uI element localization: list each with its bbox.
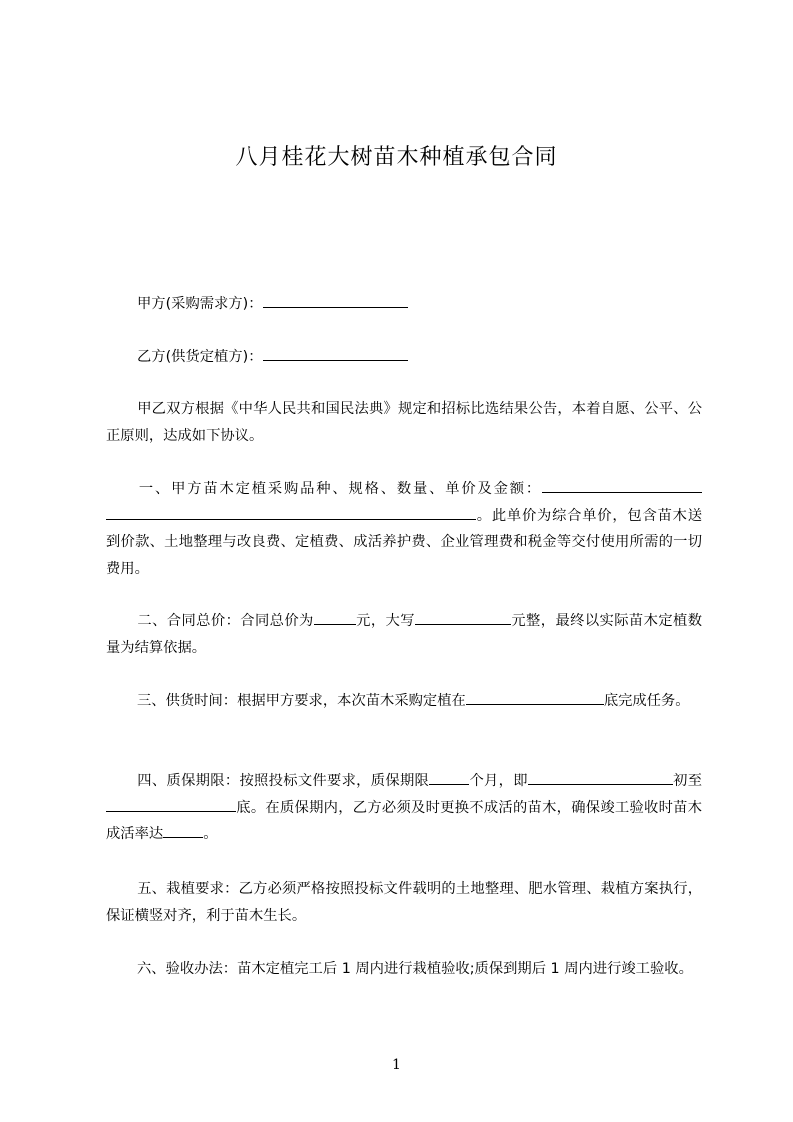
clause-3	[106, 688, 702, 715]
clause-2-tail: 元整，最终以实际苗木定植数量为结算依据。	[106, 613, 703, 656]
clause-4-text-c: 初至	[672, 773, 703, 789]
party-b-line	[137, 345, 408, 367]
clause-6	[106, 956, 702, 983]
clause-1-blank-a	[542, 477, 702, 493]
party-a-line	[137, 292, 408, 314]
clause-2	[106, 608, 702, 661]
party-b-label: 乙方(供货定植方)：	[137, 349, 263, 365]
clause-4-text-d: 底。在质保期内，乙方必须及时更换不成活的苗木，确保竣工验收时苗木成活率达	[106, 799, 702, 842]
clause-3-text-b: 底完成任务。	[603, 693, 690, 709]
page-number: 1	[392, 1057, 401, 1073]
clause-3-text-a: 三、供货时间：根据甲方要求，本次苗木采购定植在	[137, 693, 466, 709]
document-title: 八月桂花大树苗木种植承包合同	[235, 145, 558, 170]
clause-4-text-a: 四、质保期限：按照投标文件要求，质保期限	[137, 773, 430, 789]
clause-4-months-blank	[429, 769, 469, 785]
clause-4-start-blank	[528, 769, 673, 785]
clause-4-text-b: 个月，即	[469, 773, 528, 789]
clause-3-date-blank	[466, 689, 604, 705]
intro-paragraph	[106, 396, 702, 449]
clause-2-uppercase-label: 元，大写	[355, 613, 415, 629]
clause-4-end-blank	[106, 796, 236, 812]
clause-1	[106, 476, 702, 582]
clause-1-prefix: 一、甲方苗木定植采购品种、规格、数量、单价及金额：	[137, 481, 542, 497]
clause-5-text: 五、栽植要求：乙方必须严格按照投标文件载明的土地整理、肥水管理、栽植方案执行，保证横竖对齐，利于苗木生长。	[106, 881, 702, 924]
party-b-blank	[263, 345, 408, 361]
clause-2-uppercase-blank	[415, 609, 511, 625]
clause-6-text: 六、验收办法：苗木定植完工后 1 周内进行栽植验收;质保到期后 1 周内进行竣工验收。	[137, 961, 693, 977]
party-a-blank	[263, 292, 408, 308]
clause-2-amount-blank	[314, 609, 356, 625]
intro-text: 甲乙双方根据《中华人民共和国民法典》规定和招标比选结果公告，本着自愿、公平、公正原则，达成如下协议。	[106, 401, 702, 444]
clause-1-suffix: 。此单价为综合单价，包含苗木送到价款、土地整理与改良费、定植费、成活养护费、企业管理费和税金等交付使用所需的一切费用。	[106, 507, 702, 577]
clause-4-text-e: 。	[203, 826, 218, 842]
clause-4-rate-blank	[163, 822, 203, 838]
clause-1-blank-b	[106, 504, 476, 520]
clause-4	[106, 768, 702, 848]
clause-2-total-label: 二、合同总价：合同总价为	[137, 613, 314, 629]
party-a-label: 甲方(采购需求方)：	[137, 296, 263, 312]
clause-5	[106, 876, 702, 929]
